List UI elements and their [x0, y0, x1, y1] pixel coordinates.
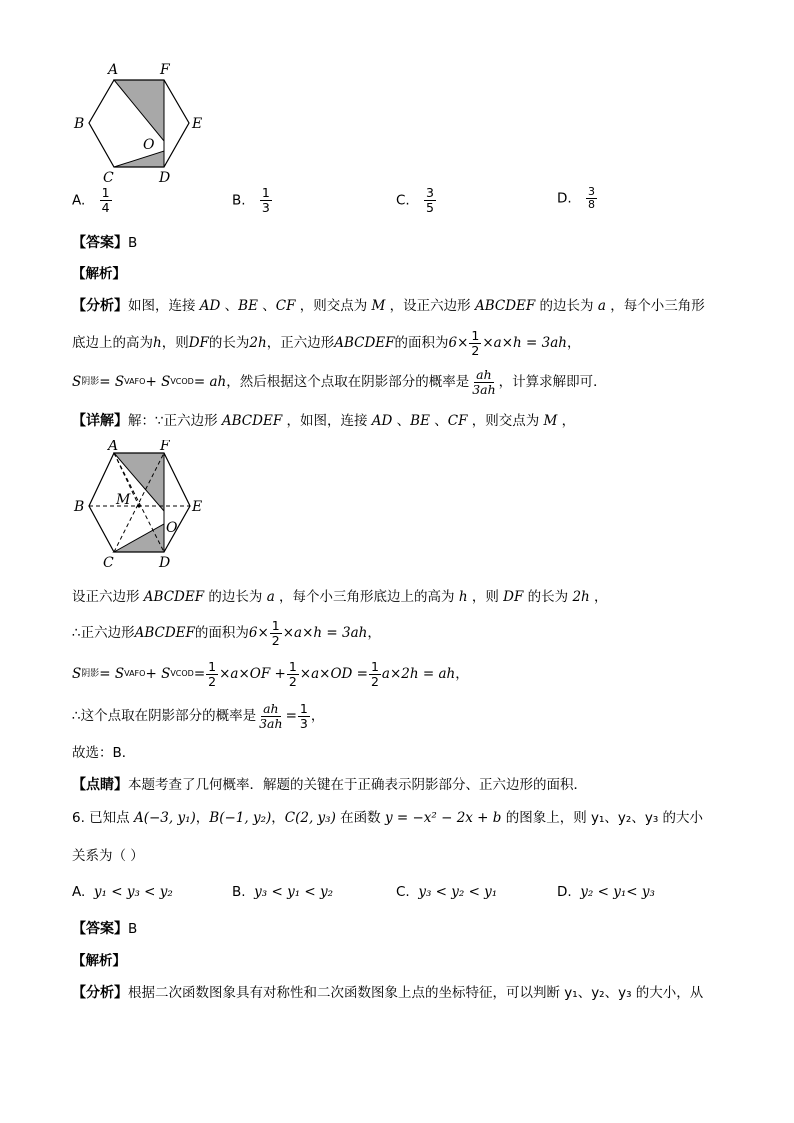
- math: + S: [145, 374, 171, 390]
- text: ，: [455, 666, 469, 682]
- math: 2h: [249, 335, 267, 351]
- text: 的大小: [658, 810, 704, 826]
- option-numerator: 3: [426, 185, 434, 200]
- shaded-triangle-cod: [114, 151, 164, 167]
- half-den: 2: [471, 342, 480, 358]
- math: ×a×OF +: [219, 666, 286, 682]
- half-den: 2: [370, 673, 379, 689]
- q6-option-b: [232, 884, 333, 900]
- option-denominator: 4: [101, 200, 110, 215]
- math: ABCDEF: [134, 625, 195, 641]
- math: ×a×h = 3ah: [482, 335, 567, 351]
- label-M: M: [116, 492, 131, 508]
- q5-answer: [72, 233, 137, 253]
- text: ，: [271, 810, 285, 826]
- q5-detail-line-4: [72, 656, 469, 692]
- label-A: A: [108, 440, 119, 454]
- text: ，: [367, 625, 381, 641]
- text: ，每个小三角形: [605, 298, 705, 314]
- half-num: 1: [271, 617, 280, 633]
- q5-option-d: [557, 186, 598, 211]
- option-letter: C.: [396, 884, 410, 900]
- option-text: y₂ < y₁< y₃: [580, 884, 655, 900]
- q6-stem-line-1: [72, 808, 703, 828]
- prob-den: 3ah: [259, 715, 283, 731]
- half-num: 1: [370, 658, 379, 674]
- half-den: 2: [288, 673, 297, 689]
- subscript: VAFO: [124, 669, 146, 678]
- text: 6. 已知点: [72, 810, 134, 826]
- math: BE: [410, 413, 430, 429]
- option-letter: B.: [232, 884, 246, 900]
- point-c: C(2, y₃): [284, 810, 336, 826]
- math: 6×: [448, 335, 469, 351]
- math: =: [285, 708, 297, 724]
- text: 、: [220, 298, 239, 314]
- math: M: [371, 298, 386, 314]
- label-F: F: [160, 62, 170, 78]
- math: ABCDEF: [221, 413, 283, 429]
- math: AD: [199, 298, 221, 314]
- math: DF: [188, 335, 209, 351]
- math: ABCDEF: [334, 335, 395, 351]
- center-point-m: [137, 504, 140, 507]
- math: = S: [99, 666, 125, 682]
- math: ABCDEF: [143, 589, 205, 605]
- subscript: VCOD: [170, 669, 194, 678]
- answer-tag: 【答案】: [72, 921, 128, 937]
- q6-stem-line-2: 关系为（ ）: [72, 848, 144, 864]
- label-D: D: [159, 170, 171, 186]
- math: h: [153, 335, 162, 351]
- fenxi-text: 根据二次函数图象具有对称性和二次函数图象上点的坐标特征，可以判断 y₁、y₂、y₃ 的大小，从: [128, 985, 704, 1001]
- q5-detail-line-3: [72, 616, 381, 650]
- point-a: A(−3, y₁): [133, 810, 196, 826]
- math: S: [72, 374, 82, 390]
- answer-value: B: [128, 235, 138, 251]
- text: 的长为: [523, 589, 573, 605]
- dianjing-text: 本题考查了几何概率．解题的关键在于正确表示阴影部分、正六边形的面积．: [128, 777, 587, 793]
- q5-detail-line-5: [72, 698, 324, 734]
- hexagon-figure-2: [70, 440, 210, 574]
- text: ，然后根据这个点取在阴影部分的概率是: [226, 374, 470, 390]
- half-den: 2: [271, 632, 280, 648]
- text: 底边上的高为: [72, 335, 153, 351]
- text: ，计算求解即可．: [498, 374, 607, 390]
- q5-choose: 故选：B．: [72, 745, 136, 761]
- text: y₁、y₂、y₃: [591, 810, 659, 826]
- math: 2h: [572, 589, 590, 605]
- prob-num: ah: [476, 366, 492, 382]
- q5-fenxi-line-1: [72, 296, 705, 316]
- option-numerator: 3: [587, 185, 595, 198]
- text: ，正六边形: [266, 335, 335, 351]
- prob-num: ah: [263, 700, 279, 716]
- q5-option-c: [396, 186, 437, 215]
- subscript: 阴影: [81, 377, 100, 387]
- label-C: C: [103, 170, 114, 186]
- shaded-triangle-afo: [114, 80, 164, 141]
- text: ，如图，连接: [282, 413, 372, 429]
- text: ，: [310, 708, 325, 724]
- q5-detail-line-2: [72, 587, 608, 607]
- math: h: [458, 589, 468, 605]
- q6-fenxi: [72, 983, 703, 1003]
- q5-detail-line-1: [72, 411, 575, 431]
- text: 、: [257, 298, 276, 314]
- label-E: E: [192, 499, 203, 515]
- text: 的长为: [208, 335, 250, 351]
- text: 、: [429, 413, 448, 429]
- q6-option-c: [396, 884, 497, 900]
- prob-den: 3ah: [472, 381, 496, 397]
- math: a: [266, 589, 275, 605]
- text: ，: [557, 413, 576, 429]
- math: BE: [238, 298, 258, 314]
- q6-option-d: [557, 884, 655, 900]
- q5-option-b: [232, 186, 273, 215]
- text: 设正六边形: [72, 589, 144, 605]
- half-num: 1: [471, 327, 480, 343]
- math: ×a×h = 3ah: [282, 625, 368, 641]
- text: 的面积为: [394, 335, 449, 351]
- label-O: O: [143, 137, 155, 153]
- half-num: 1: [288, 658, 297, 674]
- option-letter: D.: [557, 884, 572, 900]
- math: = ah: [193, 374, 227, 390]
- text: ，则: [467, 589, 504, 605]
- label-B: B: [74, 116, 85, 132]
- half-num: 1: [208, 658, 217, 674]
- label-F: F: [160, 440, 170, 454]
- math: S: [72, 666, 82, 682]
- math: AD: [371, 413, 393, 429]
- label-D: D: [159, 555, 171, 571]
- q5-analysis-tag: 【解析】: [72, 266, 126, 282]
- text: 的边长为: [204, 589, 267, 605]
- math: =: [193, 666, 206, 682]
- text: 在函数: [335, 810, 385, 826]
- dianjing-tag: 【点睛】: [72, 777, 128, 793]
- math: M: [543, 413, 558, 429]
- label-B: B: [74, 499, 85, 515]
- math: ×a×OD =: [299, 666, 368, 682]
- option-text: y₃ < y₁ < y₂: [254, 884, 334, 900]
- q5-fenxi-line-2: [72, 326, 580, 360]
- hexagon-figure-1: [70, 58, 210, 190]
- label-E: E: [192, 116, 203, 132]
- math: = S: [99, 374, 125, 390]
- math: ABCDEF: [474, 298, 536, 314]
- text: 、: [392, 413, 411, 429]
- q6-option-a: [72, 884, 173, 900]
- third-num: 1: [299, 700, 308, 716]
- option-letter: C.: [396, 192, 410, 209]
- option-denominator: 5: [426, 200, 434, 215]
- math: CF: [447, 413, 468, 429]
- text: 的面积为: [194, 625, 249, 641]
- math: DF: [503, 589, 524, 605]
- label-A: A: [108, 62, 119, 78]
- label-O: O: [166, 520, 178, 536]
- math: a: [597, 298, 606, 314]
- text: ∴正六边形: [72, 625, 135, 641]
- answer-tag: 【答案】: [72, 235, 128, 251]
- third-den: 3: [299, 715, 308, 731]
- answer-value: B: [128, 921, 138, 937]
- q5-option-a: [72, 186, 113, 215]
- subscript: VAFO: [124, 377, 146, 386]
- option-letter: D.: [557, 190, 572, 207]
- text: 的图象上，则: [501, 810, 592, 826]
- label-C: C: [103, 555, 114, 571]
- text: 如图，连接: [128, 298, 200, 314]
- fenxi-tag: 【分析】: [72, 985, 128, 1001]
- option-letter: B.: [232, 192, 246, 209]
- text: ∴这个点取在阴影部分的概率是: [72, 708, 257, 724]
- option-denominator: 3: [261, 200, 270, 215]
- text: 的边长为: [535, 298, 598, 314]
- text: ，则: [161, 335, 189, 351]
- math: 6×: [248, 625, 269, 641]
- half-den: 2: [208, 673, 217, 689]
- text: 解：∵正六边形: [128, 413, 222, 429]
- text: ，则交点为: [295, 298, 372, 314]
- text: ，: [566, 335, 581, 351]
- option-letter: A.: [72, 884, 86, 900]
- q5-dianjing: [72, 775, 587, 795]
- math: CF: [275, 298, 296, 314]
- q5-fenxi-line-3: [72, 364, 607, 400]
- math: a×2h = ah: [381, 666, 456, 682]
- function-expr: y = −x² − 2x + b: [384, 810, 502, 826]
- text: ，则交点为: [467, 413, 544, 429]
- point-b: B(−1, y₂): [209, 810, 272, 826]
- option-numerator: 1: [101, 185, 110, 200]
- text: ，每个小三角形底边上的高为: [274, 589, 459, 605]
- text: ，: [195, 810, 210, 826]
- option-text: y₃ < y₂ < y₁: [418, 884, 498, 900]
- detail-tag: 【详解】: [72, 413, 128, 429]
- fenxi-tag: 【分析】: [72, 298, 128, 314]
- subscript: 阴影: [81, 669, 100, 679]
- text: ，: [589, 589, 608, 605]
- option-text: y₁ < y₃ < y₂: [93, 884, 173, 900]
- option-letter: A.: [72, 192, 86, 209]
- math: + S: [145, 666, 171, 682]
- option-numerator: 1: [261, 185, 270, 200]
- text: ，设正六边形: [385, 298, 475, 314]
- q6-analysis-tag: 【解析】: [72, 953, 126, 969]
- q6-answer: [72, 919, 137, 939]
- subscript: VCOD: [170, 377, 194, 386]
- option-denominator: 8: [587, 198, 595, 211]
